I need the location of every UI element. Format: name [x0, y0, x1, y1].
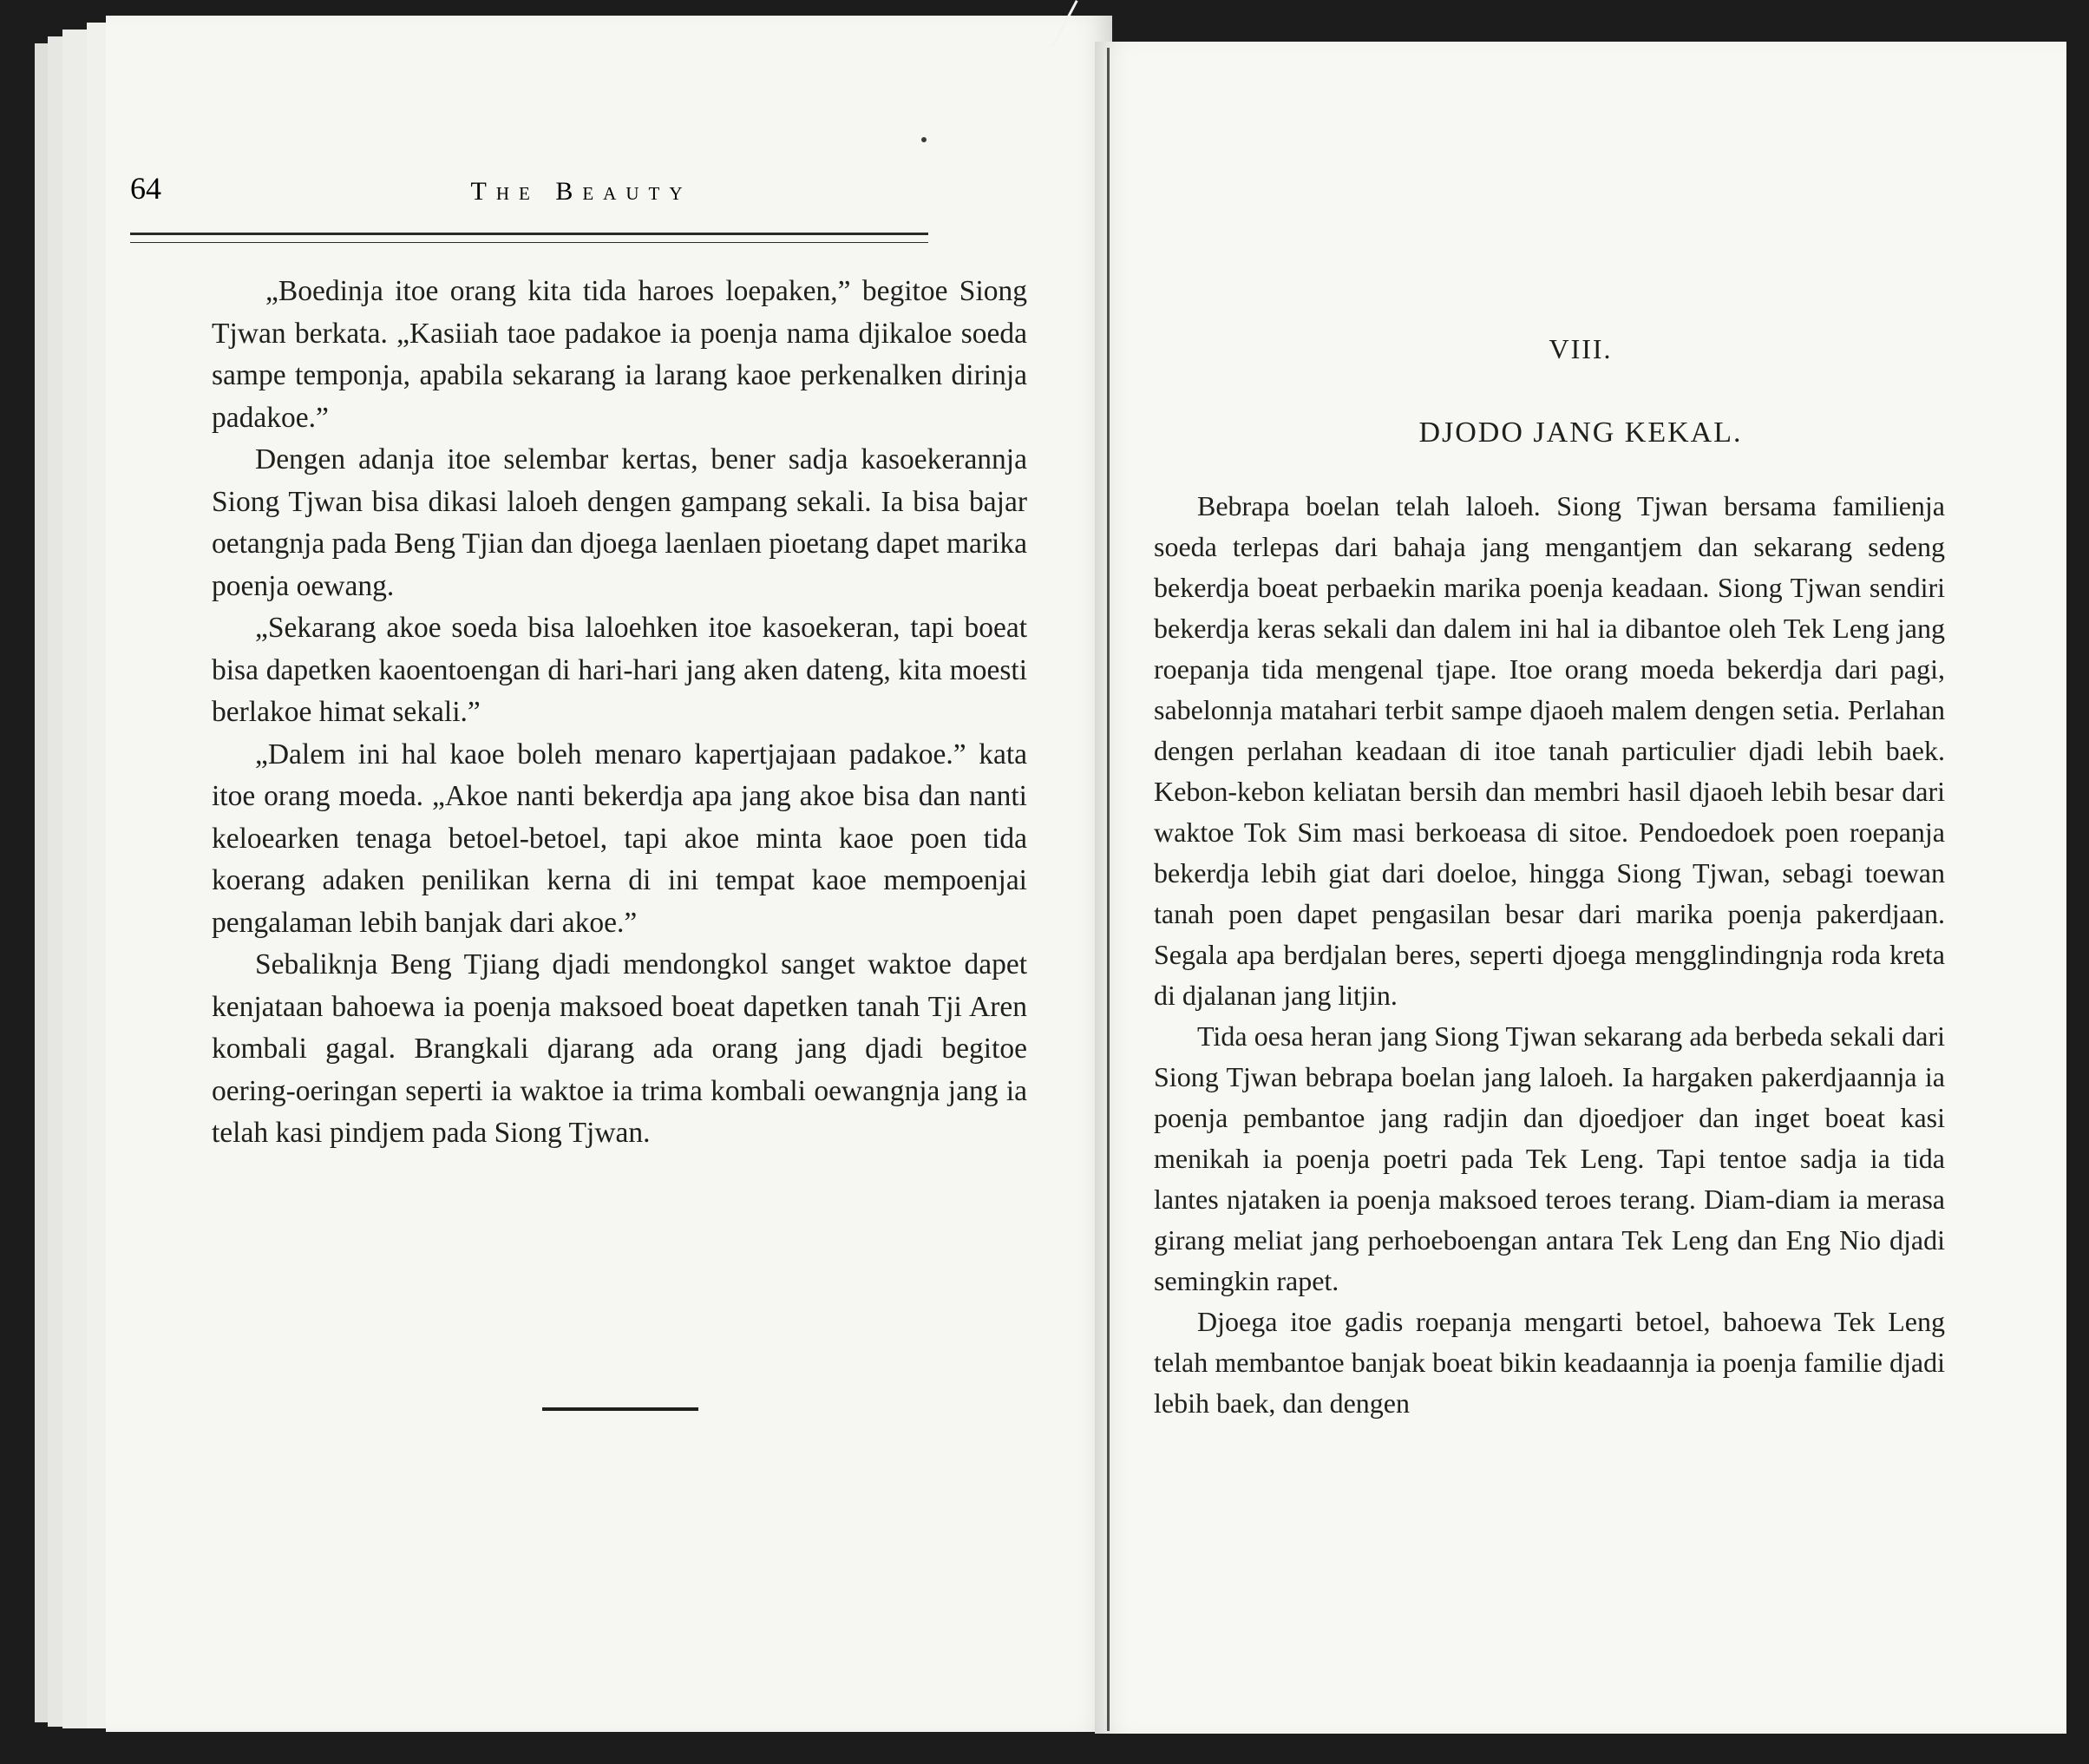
book-gutter — [1107, 48, 1110, 1731]
left-page-body — [212, 271, 1027, 1155]
paragraph: Djoega itoe gadis roepanja mengarti betoel, bahoewa Tek Leng telah membantoe banjak boeat bikin keadaannja ia poenja familie djadi lebih baek, dan dengen — [1154, 1306, 1945, 1419]
header-rule — [130, 233, 928, 243]
paragraph: „Dalem ini hal kaoe boleh menaro kapertjajaan padakoe.” kata itoe orang moeda. „Akoe nanti bekerdja apa jang akoe bisa dan nanti keloearken tenaga betoel-betoel, tapi akoe minta kaoe poen tida koerang adaken penilikan kerna di ini tempat kaoe mempoenjai pengalaman lebih banjak dari akoe.” — [212, 738, 1027, 939]
running-head — [130, 170, 1032, 213]
paragraph: „Sekarang akoe soeda bisa laloehken itoe kasoekeran, tapi boeat bisa dapetken kaoentoengan di hari-hari jang aken dateng, kita moesti berlakoe himat sekali.” — [212, 612, 1027, 728]
section-end-rule — [542, 1407, 698, 1411]
paragraph: Sebaliknja Beng Tjiang djadi mendongkol sanget waktoe dapet kenjataan bahoewa ia poenja maksoed boeat dapetken tanah Tji Aren kombali gagal. Brangkali djarang ada orang jang djadi begitoe oering-oeringan seperti ia waktoe ia trima kombali oewangnja jang ia telah kasi pindjem pada Siong Tjwan. — [212, 948, 1027, 1149]
chapter-number: VIII. — [1549, 333, 1613, 364]
right-page-body — [1154, 486, 1945, 1424]
page-number: 64 — [130, 171, 161, 206]
chapter-title: DJODO JANG KEKAL. — [1418, 416, 1743, 449]
paragraph: Tida oesa heran jang Siong Tjwan sekarang ada berbeda sekali dari Siong Tjwan bebrapa boelan jang laloeh. Ia hargaken pakerdjaannja ia poenja pembantoe jang radjin dan djoedjoer dan inget boeat kasi menikah ia poenja poetri pada Tek Leng. Tapi tentoe sadja ia tida lantes njataken ia poenja maksoed teroes terang. Diam-diam ia merasa girang meliat jang perhoeboengan antara Tek Leng dan Eng Nio djadi semingkin rapet. — [1154, 1020, 1945, 1296]
paragraph: Bebrapa boelan telah laloeh. Siong Tjwan bersama familienja soeda terlepas dari bahaja jang mengantjem dan sekarang sedeng bekerdja boeat perbaekin marika poenja keadaan. Siong Tjwan sendiri bekerdja keras sekali dan dalem ini hal ia dibantoe oleh Tek Leng jang roepanja tida mengenal tjape. Itoe orang moeda bekerdja dari pagi, sabelonnja matahari terbit sampe djaoeh malem dengen setia. Perlahan dengen perlahan keadaan di itoe tanah particulier djadi lebih baek. Kebon-kebon keliatan bersih dan membri hasil djaoeh lebih besar dari waktoe Tok Sim masi berkoeasa di sitoe. Pendoedoek poen roepanja bekerdja lebih giat dari doeloe, hingga Siong Tjwan, sebagi toewan tanah poen dapet pengasilan besar dari marika poenja pakerdjaan. Segala apa berdjalan beres, seperti djoega mengglindingnja roda kreta di djalanan jang litjin. — [1154, 490, 1945, 1011]
scan-dot — [921, 137, 927, 142]
paragraph: Dengen adanja itoe selembar kertas, bener sadja kasoekerannja Siong Tjwan bisa dikasi laloeh dengen gampang sekali. Ia bisa bajar oetangnja pada Beng Tjian dan djoega laenlaen pioetang dapet marika poenja oewang. — [212, 443, 1027, 602]
paragraph: „Boedinja itoe orang kita tida haroes loepaken,” begitoe Siong Tjwan berkata. „Kasiiah taoe padakoe ia poenja nama djikaloe soeda sampe temponja, apabila sekarang ia larang kaoe perkenalken dirinja padakoe.” — [212, 275, 1027, 434]
running-head-title: The Beauty — [470, 177, 692, 206]
